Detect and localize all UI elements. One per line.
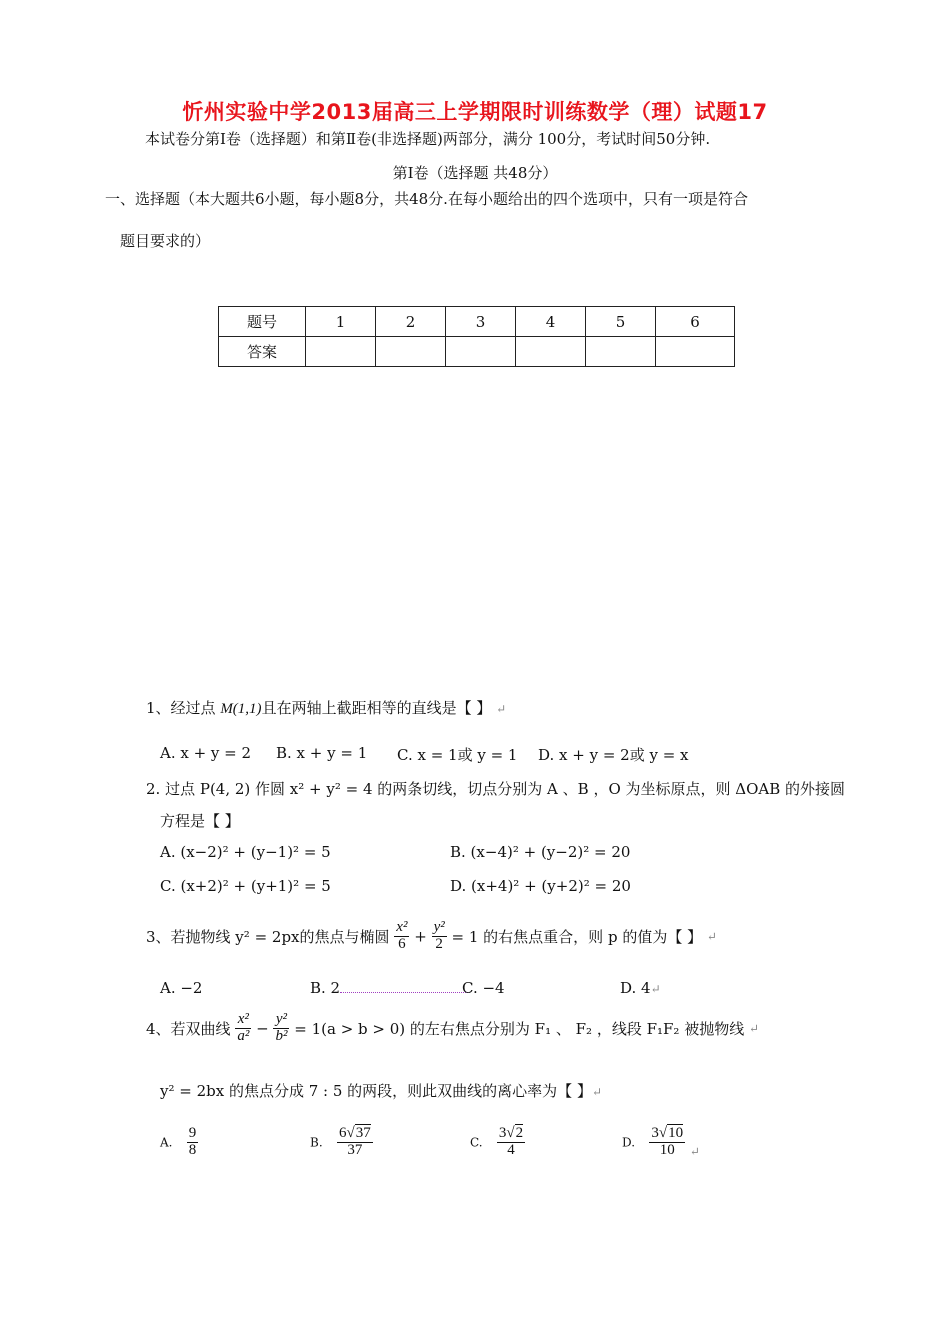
answer-cell[interactable] bbox=[306, 337, 376, 367]
option-a-fraction: $\frac{9}{8}$ bbox=[188, 1125, 197, 1158]
question-4-option-a: A. $\frac{9}{8}$ bbox=[160, 1125, 197, 1158]
exam-intro: 本试卷分第Ⅰ卷（选择题）和第Ⅱ卷(非选择题)两部分，满分 100分，考试时间50分钟. bbox=[145, 130, 711, 148]
table-cell-number: 1 bbox=[306, 307, 376, 337]
minus-sign: − bbox=[256, 1019, 269, 1038]
question-3-text-b: = 1 的右焦点重合，则 p 的值为【 】 bbox=[451, 927, 703, 946]
question-1-text-a: 1、经过点 bbox=[146, 699, 221, 717]
answer-table-answer-row bbox=[219, 337, 735, 367]
return-mark-icon: ↵ bbox=[496, 702, 507, 716]
answer-cell[interactable] bbox=[516, 337, 586, 367]
section-instructions-line2: 题目要求的） bbox=[120, 232, 211, 250]
answer-table bbox=[218, 306, 735, 367]
page-title: 忻州实验中学2013届高三上学期限时训练数学（理）试题17 bbox=[182, 100, 768, 124]
question-3 bbox=[146, 920, 717, 953]
question-4-option-c: C. $\frac{3√2}{4}$ bbox=[470, 1125, 524, 1158]
fraction-x2-over-a2: $\frac{\text{x²}}{\text{a²}}$ bbox=[237, 1011, 250, 1044]
question-2-option-d: D. (x+4)² + (y+2)² = 20 bbox=[450, 877, 631, 895]
dotted-underline bbox=[340, 992, 468, 993]
question-4-line2: y² = 2bx 的焦点分成 7 : 5 的两段，则此双曲线的离心率为【 】↵ bbox=[160, 1082, 603, 1100]
fraction-x2-over-6: $\frac{\text{x²}}{6}$ bbox=[396, 919, 408, 952]
return-mark-icon: ↵ bbox=[689, 1144, 700, 1159]
question-3-text-a: 3、若抛物线 y² = 2px的焦点与椭圆 bbox=[146, 927, 390, 946]
question-1-option-d: D. x + y = 2或 y = x bbox=[538, 746, 689, 764]
question-1-point: M(1,1) bbox=[220, 701, 262, 717]
table-cell-number: 3 bbox=[446, 307, 516, 337]
question-2-option-b: B. (x−4)² + (y−2)² = 20 bbox=[450, 843, 631, 861]
question-2-line1: 2. 过点 P(4, 2) 作圆 x² + y² = 4 的两条切线，切点分别为 A 、B ，O 为坐标原点，则 ΔOAB 的外接圆 bbox=[146, 780, 846, 798]
answer-cell[interactable] bbox=[446, 337, 516, 367]
fraction-y2-over-b2: $\frac{\text{y²}}{\text{b²}}$ bbox=[275, 1011, 288, 1044]
return-mark-icon: ↵ bbox=[706, 929, 717, 944]
question-4-text-a: 4、若双曲线 bbox=[146, 1019, 231, 1038]
question-3-option-a: A. −2 bbox=[160, 979, 203, 997]
table-cell-number: 2 bbox=[376, 307, 446, 337]
answer-cell[interactable] bbox=[376, 337, 446, 367]
table-cell-number: 5 bbox=[586, 307, 656, 337]
table-row-label: 答案 bbox=[219, 337, 306, 367]
option-d-fraction: $\frac{3√10}{10}$ bbox=[651, 1125, 684, 1158]
question-2-option-c: C. (x+2)² + (y+1)² = 5 bbox=[160, 877, 331, 895]
question-1 bbox=[146, 697, 506, 718]
question-1-option-b: B. x + y = 1 bbox=[276, 744, 368, 762]
section-instructions-line1: 一、选择题（本大题共6小题，每小题8分，共48分.在每小题给出的四个选项中，只有一项是符合 bbox=[105, 190, 748, 208]
answer-table-number-row bbox=[219, 307, 735, 337]
question-2-line2: 方程是【 】 bbox=[160, 812, 240, 830]
return-mark-icon: ↵ bbox=[748, 1021, 760, 1036]
answer-cell[interactable] bbox=[656, 337, 735, 367]
answer-cell[interactable] bbox=[586, 337, 656, 367]
question-4 bbox=[146, 1012, 759, 1045]
question-3-option-d: D. 4↵ bbox=[620, 979, 661, 997]
table-cell-number: 4 bbox=[516, 307, 586, 337]
question-1-option-a: A. x + y = 2 bbox=[160, 744, 252, 762]
plus-sign: + bbox=[414, 927, 427, 946]
option-c-fraction: $\frac{3√2}{4}$ bbox=[498, 1125, 524, 1158]
part-one-heading: 第Ⅰ卷（选择题 共48分） bbox=[392, 164, 558, 182]
question-2-option-a: A. (x−2)² + (y−1)² = 5 bbox=[160, 843, 331, 861]
question-4-text-b: = 1(a > b > 0) 的左右焦点分别为 F₁ 、 F₂ ，线段 F₁F₂ 被抛物线 bbox=[294, 1019, 745, 1038]
question-4-option-d: D. $\frac{3√10}{10}$ ↵ bbox=[622, 1125, 700, 1159]
question-1-text-b: 且在两轴上截距相等的直线是【 】 bbox=[261, 699, 492, 717]
fraction-y2-over-2: $\frac{\text{y²}}{2}$ bbox=[433, 919, 445, 952]
table-row-label: 题号 bbox=[219, 307, 306, 337]
option-b-fraction: $\frac{6√37}{37}$ bbox=[338, 1125, 371, 1158]
question-4-option-b: B. $\frac{6√37}{37}$ bbox=[310, 1125, 371, 1158]
question-3-option-b: B. 2 bbox=[310, 979, 468, 997]
table-cell-number: 6 bbox=[656, 307, 735, 337]
question-1-option-c: C. x = 1或 y = 1 bbox=[397, 746, 518, 764]
question-3-option-c: C. −4 bbox=[462, 979, 505, 997]
